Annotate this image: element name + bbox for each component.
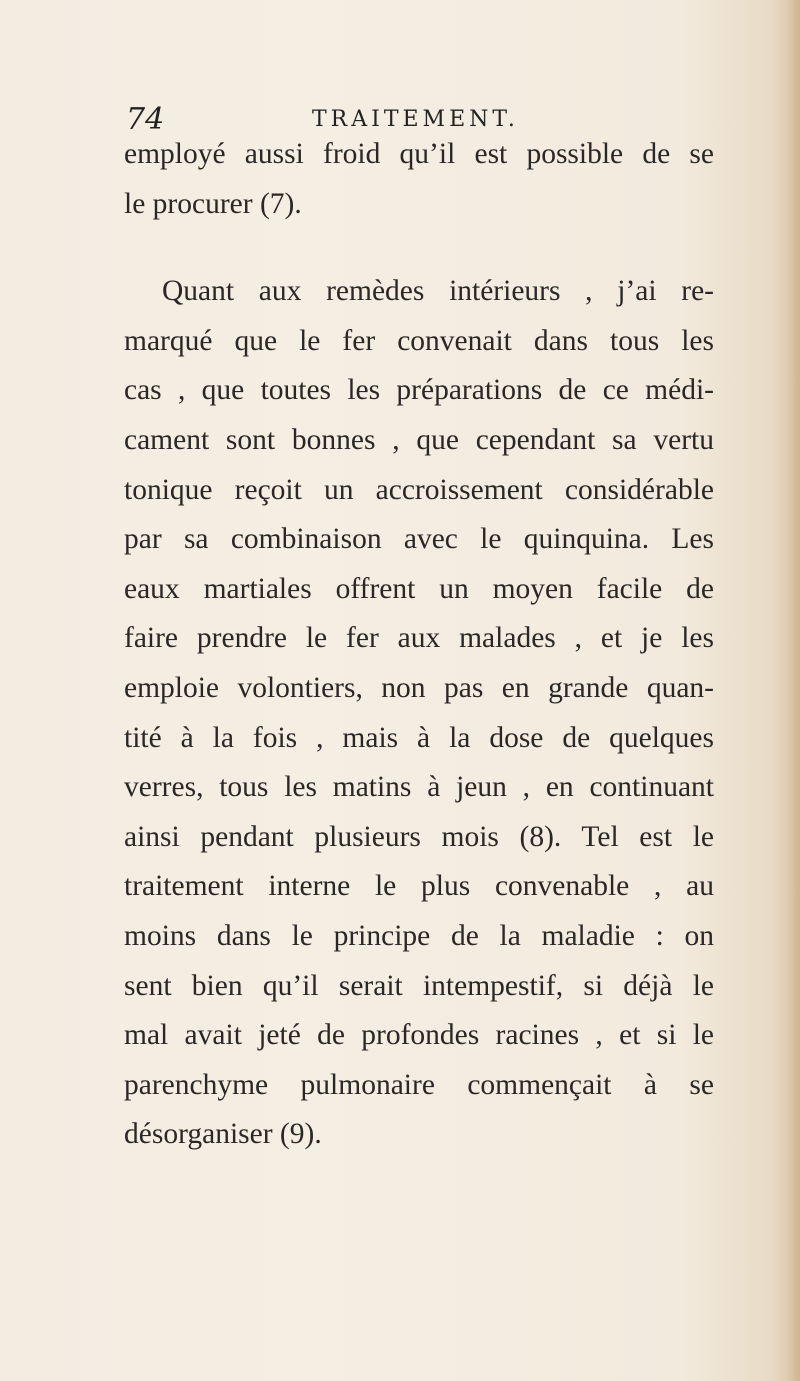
page-number: 74 (126, 102, 165, 137)
text-line: faire prendre le fer aux malades , et je les (124, 622, 714, 655)
text-line: désorganiser (9). (124, 1118, 322, 1151)
text-line: verres, tous les matins à jeun , en continuant (124, 771, 714, 804)
body-text (124, 130, 714, 1160)
text-line: par sa combinaison avec le quinquina. Les (124, 523, 714, 556)
text-line: mal avait jeté de profondes racines , et si le (124, 1019, 714, 1052)
text-line: eaux martiales offrent un moyen facile de (124, 572, 714, 605)
text-line: moins dans le principe de la maladie : on (124, 919, 714, 952)
text-line: marqué que le fer convenait dans tous les (124, 324, 714, 357)
text-line: parenchyme pulmonaire commençait à se (124, 1068, 714, 1101)
text-line: employé aussi froid qu’il est possible de se (124, 138, 714, 170)
page-edge-shadow (786, 0, 800, 1381)
text-line: le procurer (7). (124, 187, 302, 220)
text-line: tité à la fois , mais à la dose de quelques (124, 721, 714, 754)
text-line: cas , que toutes les préparations de ce médi- (124, 374, 714, 407)
text-line: traitement interne le plus convenable , au (124, 870, 714, 903)
text-line: emploie volontiers, non pas en grande quan- (124, 671, 714, 704)
text-line: cament sont bonnes , que cependant sa vertu (124, 423, 714, 456)
paragraph-gap (124, 229, 714, 267)
paragraph (124, 267, 714, 1160)
paragraph (124, 130, 714, 229)
text-line: ainsi pendant plusieurs mois (8). Tel est le (124, 820, 714, 853)
text-line: sent bien qu’il serait intempestif, si déjà le (124, 969, 714, 1002)
running-title: TRAITEMENT. (312, 107, 519, 132)
text-line: Quant aux remèdes intérieurs , j’ai re- (162, 275, 714, 308)
text-line: tonique reçoit un accroissement considérable (124, 473, 714, 506)
